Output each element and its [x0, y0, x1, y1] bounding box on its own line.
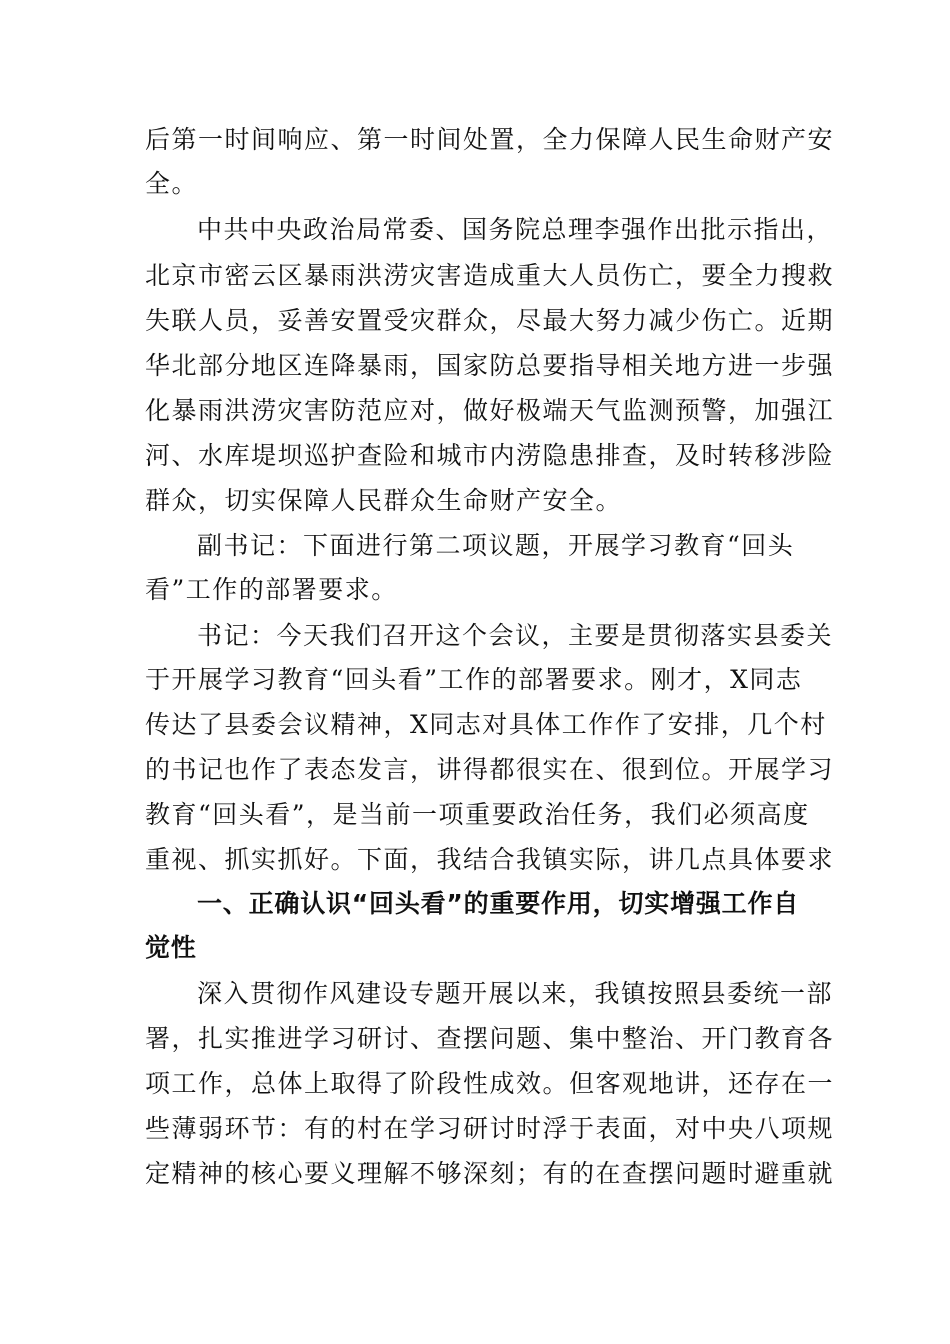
text-line: 副书记：下面进行第二项议题，开展学习教育“回头: [197, 531, 795, 560]
section-heading: 觉性: [145, 933, 197, 962]
text-line: 传达了县委会议精神，X同志对具体工作作了安排，几个村: [145, 710, 827, 739]
section-heading: 一、正确认识“回头看”的重要作用，切实增强工作自: [197, 889, 800, 918]
text-line: 北京市密云区暴雨洪涝灾害造成重大人员伤亡，要全力搜救: [145, 261, 835, 290]
text-line: 化暴雨洪涝灾害防范应对，做好极端天气监测预警，加强江: [145, 396, 835, 425]
text-line: 定精神的核心要义理解不够深刻；有的在查摆问题时避重就: [145, 1159, 835, 1188]
text-line: 失联人员，妥善安置受灾群众，尽最大努力减少伤亡。近期: [145, 306, 835, 335]
text-line: 的书记也作了表态发言，讲得都很实在、很到位。开展学习: [145, 755, 835, 784]
text-line: 华北部分地区连降暴雨，国家防总要指导相关地方进一步强: [145, 351, 835, 380]
text-line: 书记：今天我们召开这个会议，主要是贯彻落实县委关: [197, 621, 834, 650]
text-line: 河、水库堤坝巡护查险和城市内涝隐患排查，及时转移涉险: [145, 441, 835, 470]
text-line: 中共中央政治局常委、国务院总理李强作出批示指出，: [197, 215, 834, 244]
text-line: 后第一时间响应、第一时间处置，全力保障人民生命财产安: [145, 125, 835, 154]
text-line: 深入贯彻作风建设专题开展以来，我镇按照县委统一部: [197, 979, 834, 1008]
text-line: 看”工作的部署要求。: [145, 575, 398, 604]
text-line: 署，扎实推进学习研讨、查摆问题、集中整治、开门教育各: [145, 1024, 835, 1053]
text-line: 些薄弱环节：有的村在学习研讨时浮于表面，对中央八项规: [145, 1114, 835, 1143]
text-line: 重视、抓实抓好。下面，我结合我镇实际，讲几点具体要求: [145, 845, 835, 874]
text-line: 于开展学习教育“回头看”工作的部署要求。刚才，X同志: [145, 665, 803, 694]
text-line: 教育“回头看”，是当前一项重要政治任务，我们必须高度: [145, 800, 810, 829]
text-line: 项工作，总体上取得了阶段性成效。但客观地讲，还存在一: [145, 1069, 835, 1098]
text-line: 全。: [145, 169, 199, 198]
text-line: 群众，切实保障人民群众生命财产安全。: [145, 486, 623, 515]
